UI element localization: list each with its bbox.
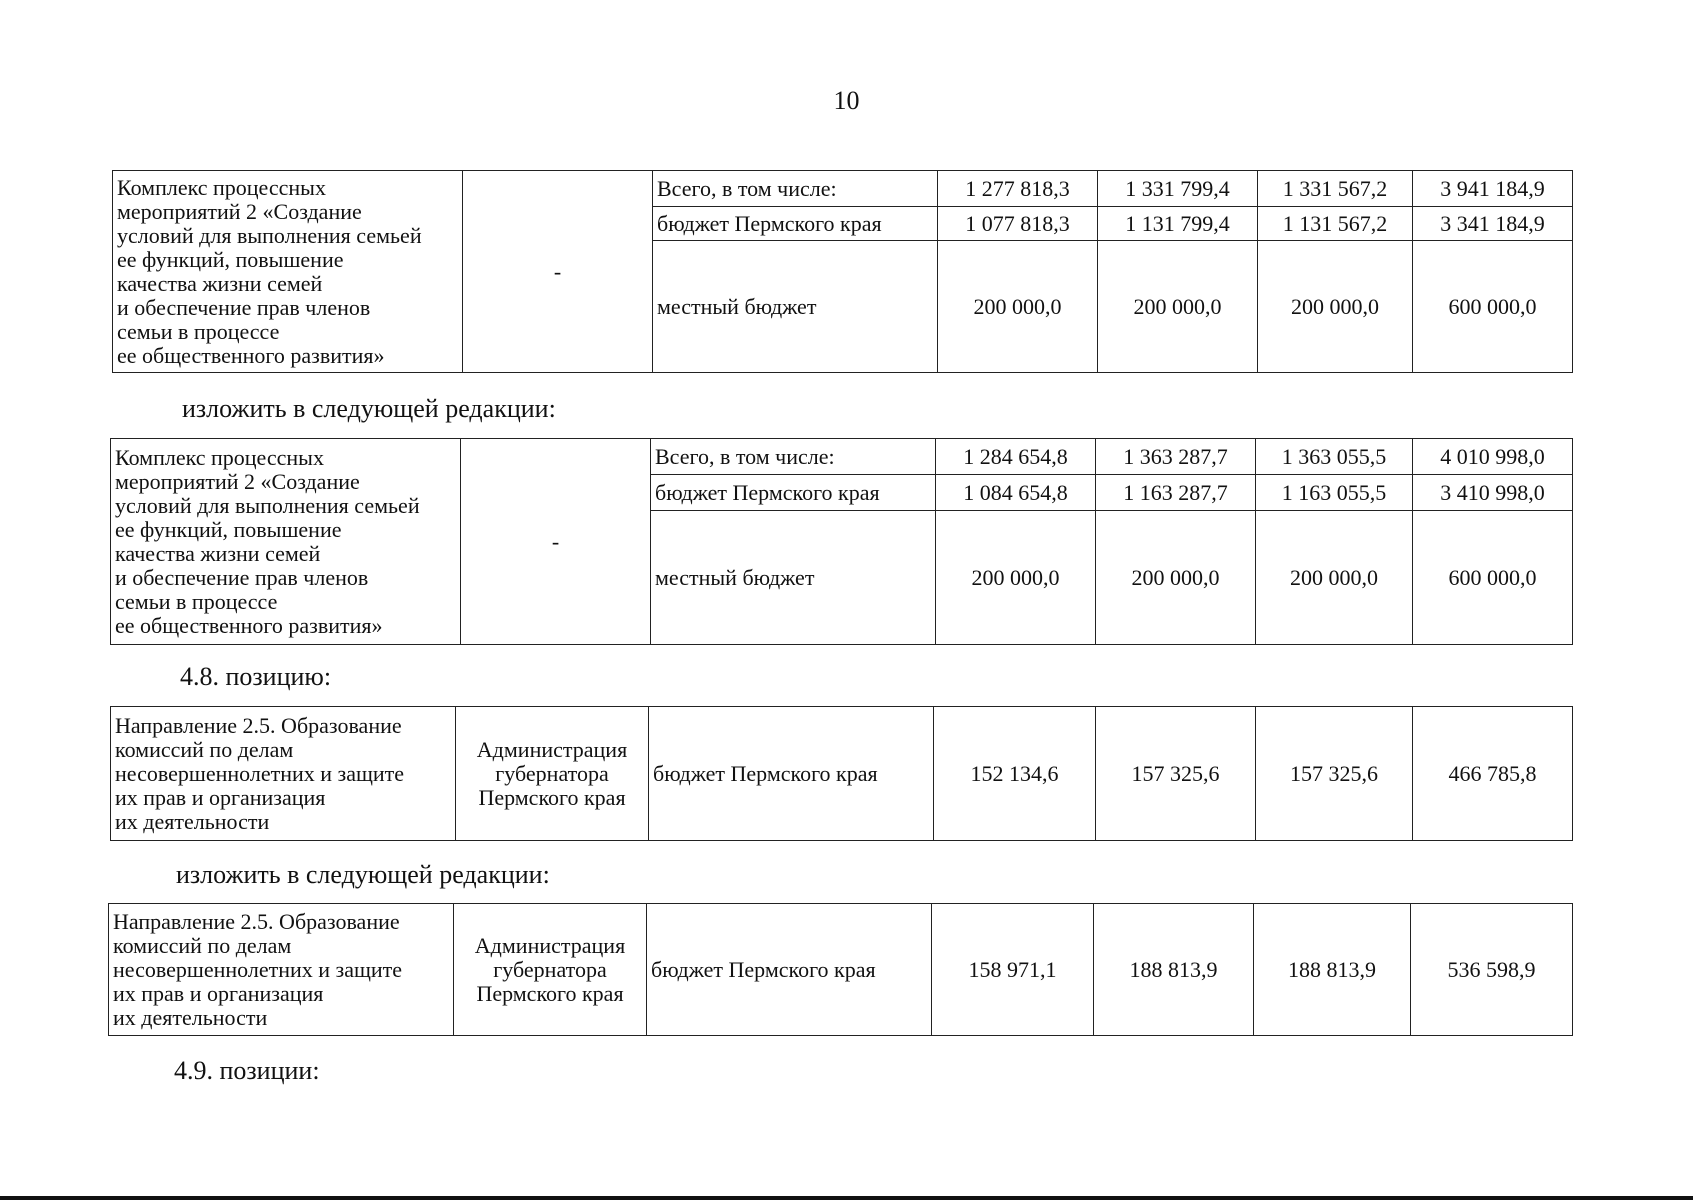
- description-cell: Направление 2.5. Образование комиссий по делам несовершеннолетних и защите их прав и организация их деятельности: [111, 707, 456, 841]
- value-cell: 1 331 567,2: [1258, 171, 1413, 207]
- table-original-complex-2: [112, 170, 1573, 373]
- source-cell: местный бюджет: [653, 241, 938, 373]
- total-cell: 600 000,0: [1413, 511, 1573, 645]
- source-cell: бюджет Пермского края: [651, 475, 936, 511]
- table-row: [113, 171, 1573, 207]
- value-cell: 188 813,9: [1254, 904, 1411, 1036]
- value-cell: 200 000,0: [1096, 511, 1256, 645]
- value-cell: 1 131 799,4: [1098, 207, 1258, 241]
- value-cell: 200 000,0: [938, 241, 1098, 373]
- value-cell: 188 813,9: [1094, 904, 1254, 1036]
- table-revised-complex-2: [110, 438, 1573, 645]
- source-cell: бюджет Пермского края: [647, 904, 932, 1036]
- section-heading: изложить в следующей редакции:: [182, 394, 556, 423]
- value-cell: 1 163 287,7: [1096, 475, 1256, 511]
- page-bottom-edge: [0, 1196, 1693, 1200]
- value-cell: 200 000,0: [936, 511, 1096, 645]
- description-cell: Комплекс процессных мероприятий 2 «Создание условий для выполнения семьей ее функций, повышение качества жизни семей и обеспечение прав членов семьи в процессе ее общественного развития»: [113, 171, 463, 373]
- total-cell: 600 000,0: [1413, 241, 1573, 373]
- executor-cell: -: [461, 439, 651, 645]
- executor-cell: -: [463, 171, 653, 373]
- description-cell: Комплекс процессных мероприятий 2 «Создание условий для выполнения семьей ее функций, повышение качества жизни семей и обеспечение прав членов семьи в процессе ее общественного развития»: [111, 439, 461, 645]
- source-cell: Всего, в том числе:: [653, 171, 938, 207]
- table-row: [111, 707, 1573, 841]
- section-heading: 4.8. позицию:: [180, 662, 332, 691]
- value-cell: 200 000,0: [1098, 241, 1258, 373]
- total-cell: 536 598,9: [1411, 904, 1573, 1036]
- value-cell: 157 325,6: [1096, 707, 1256, 841]
- source-cell: местный бюджет: [651, 511, 936, 645]
- value-cell: 157 325,6: [1256, 707, 1413, 841]
- value-cell: 1 284 654,8: [936, 439, 1096, 475]
- total-cell: 3 941 184,9: [1413, 171, 1573, 207]
- value-cell: 1 077 818,3: [938, 207, 1098, 241]
- value-cell: 1 363 287,7: [1096, 439, 1256, 475]
- table-row: [111, 439, 1573, 475]
- section-heading: изложить в следующей редакции:: [176, 860, 550, 889]
- value-cell: 1 331 799,4: [1098, 171, 1258, 207]
- total-cell: 3 341 184,9: [1413, 207, 1573, 241]
- description-cell: Направление 2.5. Образование комиссий по делам несовершеннолетних и защите их прав и организация их деятельности: [109, 904, 454, 1036]
- value-cell: 1 277 818,3: [938, 171, 1098, 207]
- executor-cell: Администрация губернатора Пермского края: [456, 707, 649, 841]
- total-cell: 466 785,8: [1413, 707, 1573, 841]
- source-cell: бюджет Пермского края: [649, 707, 934, 841]
- total-cell: 4 010 998,0: [1413, 439, 1573, 475]
- total-cell: 3 410 998,0: [1413, 475, 1573, 511]
- value-cell: 1 363 055,5: [1256, 439, 1413, 475]
- source-cell: бюджет Пермского края: [653, 207, 938, 241]
- value-cell: 158 971,1: [932, 904, 1094, 1036]
- table-revised-direction-2-5: [108, 903, 1573, 1036]
- section-heading: 4.9. позиции:: [174, 1056, 320, 1085]
- value-cell: 1 131 567,2: [1258, 207, 1413, 241]
- table-original-direction-2-5: [110, 706, 1573, 841]
- value-cell: 152 134,6: [934, 707, 1096, 841]
- value-cell: 1 084 654,8: [936, 475, 1096, 511]
- page-number: 10: [833, 86, 860, 115]
- value-cell: 200 000,0: [1256, 511, 1413, 645]
- value-cell: 200 000,0: [1258, 241, 1413, 373]
- value-cell: 1 163 055,5: [1256, 475, 1413, 511]
- table-row: [109, 904, 1573, 1036]
- source-cell: Всего, в том числе:: [651, 439, 936, 475]
- executor-cell: Администрация губернатора Пермского края: [454, 904, 647, 1036]
